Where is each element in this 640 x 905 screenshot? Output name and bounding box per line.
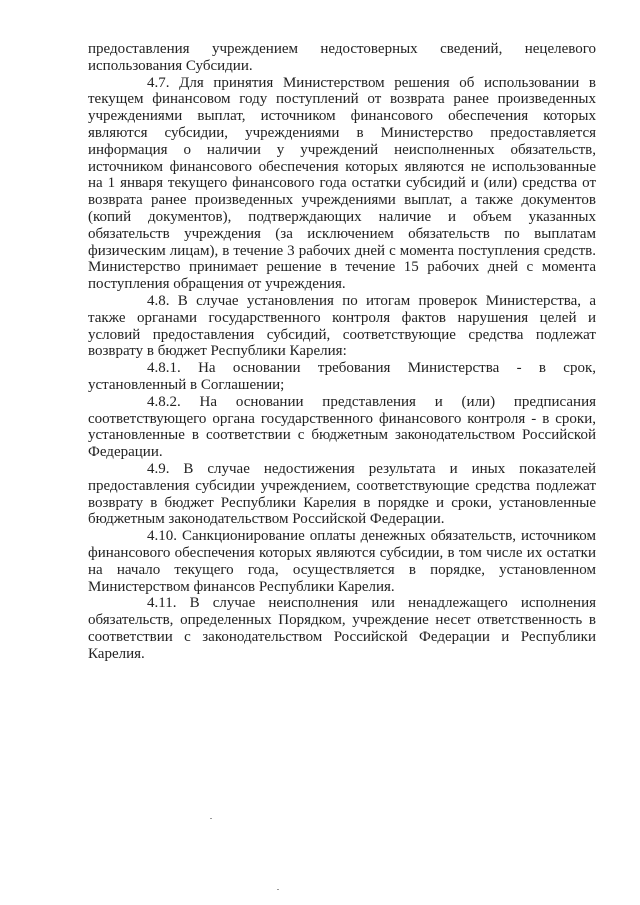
scan-speck: [277, 889, 279, 890]
paragraph-4-8: 4.8. В случае установления по итогам проверок Министерства, а также органами государственного контроля фактов нарушения целей и условий предоставления субсидий, соответствующие средства подлежат возврату в бюджет Республики Карелия:: [88, 292, 596, 360]
scan-speck: [210, 818, 212, 819]
paragraph-4-9: 4.9. В случае недостижения результата и иных показателей предоставления субсидии учреждением, соответствующие средства подлежат возврату в бюджет Республики Карелия в порядке и сроки, установленные бюджетным законодательством Российской Федерации.: [88, 460, 596, 528]
paragraph-4-8-2: 4.8.2. На основании представления и (или) предписания соответствующего органа государственного финансового контроля - в сроки, установленные в соответствии с бюджетным законодательством Российской Федерации.: [88, 393, 596, 461]
paragraph-4-11: 4.11. В случае неисполнения или ненадлежащего исполнения обязательств, определенных Порядком, учреждение несет ответственность в соответствии с законодательством Российской Федерации и Республики Карелия.: [88, 595, 596, 662]
document-body: [88, 41, 596, 662]
paragraph-continuation: предоставления учреждением недостоверных сведений, нецелевого использования Субсидии.: [88, 41, 596, 74]
paragraph-4-8-1: 4.8.1. На основании требования Министерства - в срок, установленный в Соглашении;: [88, 360, 596, 393]
paragraph-4-10: 4.10. Санкционирование оплаты денежных обязательств, источником финансового обеспечения которых являются субсидии, в том числе их остатки на начало текущего года, осуществляется в порядке, установленном Министерством финансов Республики Карелия.: [88, 528, 596, 595]
paragraph-4-7: 4.7. Для принятия Министерством решения об использовании в текущем финансовом году поступлений от возврата ранее произведенных учреждениями выплат, источником финансового обеспечения которых являются субсидии, учреждениями в Министерство предоставляется информация о наличии у учреждений неисполненных обязательств, источником финансового обеспечения которых являются не использованные на 1 января текущего финансового года остатки субсидий и (или) средства от возврата ранее произведенных учреждениями выплат, а также документов (копий документов), подтверждающих наличие и объем указанных обязательств учреждения (за исключением обязательств по выплатам физическим лицам), в течение 3 рабочих дней с момента поступления средств. Министерство принимает решение в течение 15 рабочих дней с момента поступления обращения от учреждения.: [88, 74, 596, 293]
